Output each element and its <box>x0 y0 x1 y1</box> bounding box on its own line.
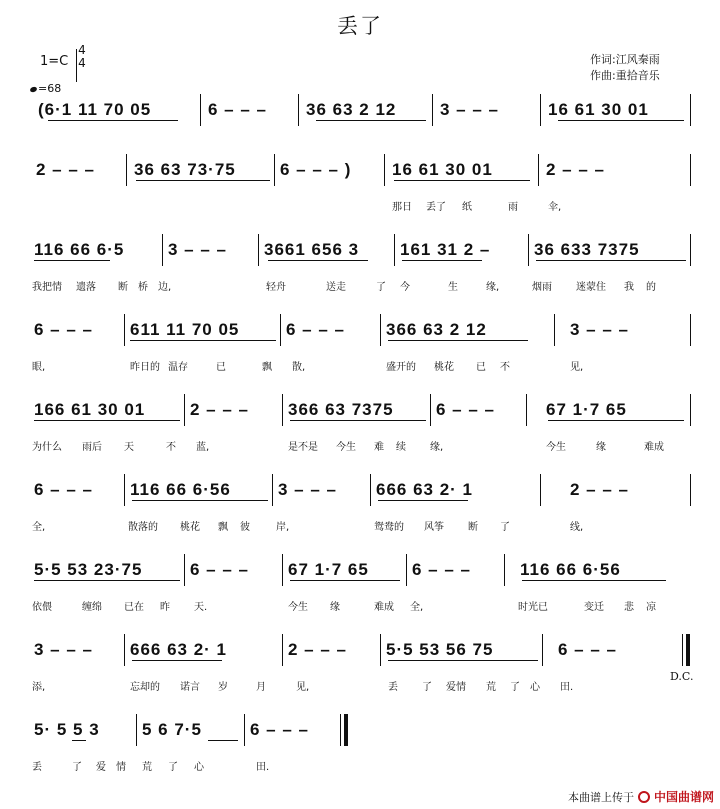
final-barline <box>340 714 341 746</box>
lyric: 生 <box>448 282 458 293</box>
lyric: 见, <box>296 682 310 693</box>
lyric: 已在 <box>124 602 144 613</box>
measure: 6 – – – <box>34 480 93 499</box>
measure: 2 – – – <box>190 400 249 419</box>
barline <box>124 474 125 506</box>
credits <box>590 52 660 84</box>
barline <box>272 474 273 506</box>
measure: 2 – – – <box>288 640 347 659</box>
lyric: 线, <box>570 522 584 533</box>
lyric: 了 <box>72 762 82 773</box>
beam-underline <box>548 420 684 421</box>
score-row-4 <box>30 310 695 350</box>
lyric: 忘却的 <box>130 682 160 693</box>
beam-underline <box>208 740 238 741</box>
lyric: 的 <box>646 282 656 293</box>
lyric: 遗落 <box>76 282 96 293</box>
lyric: 荒 <box>142 762 152 773</box>
lyric: 为什么 <box>32 442 62 453</box>
measure: 366 63 7375 <box>288 400 394 419</box>
barline <box>298 94 299 126</box>
measure: 161 31 2 – <box>400 240 491 259</box>
lyric: 已 <box>216 362 226 373</box>
measure: 67 1·7 65 <box>288 560 369 579</box>
measure: 666 63 2· 1 <box>376 480 474 499</box>
barline <box>282 634 283 666</box>
lyric: 丢 <box>388 682 398 693</box>
lyric: 天. <box>194 602 208 613</box>
barline <box>394 234 395 266</box>
beam-underline <box>34 580 180 581</box>
beam-underline <box>290 580 400 581</box>
lyric: 今生 <box>546 442 566 453</box>
lyric: 诺言 <box>180 682 200 693</box>
lyric: 心 <box>530 682 540 693</box>
barline <box>280 314 281 346</box>
lyrics-row-7 <box>30 598 695 614</box>
lyric: 烟雨 <box>532 282 552 293</box>
beam-underline <box>402 260 482 261</box>
lyrics-row-2 <box>30 198 695 214</box>
measure: 2 – – – <box>546 160 605 179</box>
measure: 5·5 53 56 75 <box>386 640 494 659</box>
lyric: 情 <box>116 762 126 773</box>
lyric: 不 <box>166 442 176 453</box>
barline <box>542 634 543 666</box>
lyrics-row-4 <box>30 358 695 374</box>
barline <box>690 154 691 186</box>
lyric: 桃花 <box>180 522 200 533</box>
barline <box>184 394 185 426</box>
barline <box>162 234 163 266</box>
measure: 3 – – – <box>168 240 227 259</box>
footer <box>568 788 714 805</box>
barline <box>282 554 283 586</box>
lyric: 今生 <box>336 442 356 453</box>
lyrics-row-8 <box>30 678 695 694</box>
measure: 366 63 2 12 <box>386 320 487 339</box>
barline <box>126 154 127 186</box>
score-row-5 <box>30 390 695 430</box>
barline <box>200 94 201 126</box>
measure: (6·1 11 70 05 <box>38 100 152 119</box>
lyric: 缘 <box>596 442 606 453</box>
lyric: 桥 <box>138 282 148 293</box>
lyrics-row-3 <box>30 278 695 294</box>
score-row-2 <box>30 150 695 190</box>
barline <box>370 474 371 506</box>
measure: 116 66 6·56 <box>130 480 231 499</box>
barline <box>690 234 691 266</box>
lyric: 了 <box>376 282 386 293</box>
beam-underline <box>378 500 468 501</box>
measure: 36 63 2 12 <box>306 100 397 119</box>
lyric: 散落的 <box>128 522 158 533</box>
lyric: 已 <box>476 362 486 373</box>
lyric: 爱 <box>96 762 106 773</box>
measure: 3661 656 3 <box>264 240 360 259</box>
lyric: 见, <box>570 362 584 373</box>
lyric: 那日 <box>392 202 412 213</box>
lyric: 岁 <box>218 682 228 693</box>
lyric: 荒 <box>486 682 496 693</box>
lyric: 飘 <box>262 362 272 373</box>
lyric: 边, <box>158 282 172 293</box>
beam-underline <box>132 500 268 501</box>
barline <box>124 314 125 346</box>
lyric: 雨后 <box>82 442 102 453</box>
meter-top: 4 <box>78 43 86 57</box>
measure: 6 – – – <box>208 100 267 119</box>
barline <box>690 394 691 426</box>
beam-underline <box>290 420 426 421</box>
barline <box>528 234 529 266</box>
barline <box>504 554 505 586</box>
lyric: 缘, <box>430 442 444 453</box>
measure: 3 – – – <box>34 640 93 659</box>
barline <box>258 234 259 266</box>
lyric: 不 <box>500 362 510 373</box>
lyric: 凉 <box>646 602 656 613</box>
lyric: 彼 <box>240 522 250 533</box>
lyric: 鸳鸯的 <box>374 522 404 533</box>
lyric: 缠绵 <box>82 602 102 613</box>
measure: 3 – – – <box>440 100 499 119</box>
lyric: 盛开的 <box>386 362 416 373</box>
time-signature <box>76 44 88 70</box>
lyric: 迷蒙住 <box>576 282 606 293</box>
beam-underline <box>34 260 110 261</box>
measure: 611 11 70 05 <box>130 320 240 339</box>
beam-underline <box>388 340 528 341</box>
barline <box>380 314 381 346</box>
barline <box>136 714 137 746</box>
barline <box>184 554 185 586</box>
measure: 36 63 73·75 <box>134 160 236 179</box>
measure: 3 – – – <box>570 320 629 339</box>
beam-underline <box>132 660 222 661</box>
lyric: 昨日的 <box>130 362 160 373</box>
measure: 16 61 30 01 <box>548 100 649 119</box>
lyric: 难成 <box>644 442 664 453</box>
lyric: 是不是 <box>288 442 318 453</box>
lyric: 了 <box>168 762 178 773</box>
score-row-7 <box>30 550 695 590</box>
beam-underline <box>522 580 666 581</box>
beam-underline <box>388 660 538 661</box>
lyric: 昨 <box>160 602 170 613</box>
beam-underline <box>48 120 178 121</box>
barline <box>406 554 407 586</box>
lyric: 爱情 <box>446 682 466 693</box>
meter-divider <box>76 49 77 82</box>
lyric: 温存 <box>168 362 188 373</box>
lyricist: 作词:江风秦雨 <box>590 53 660 66</box>
barline <box>540 94 541 126</box>
lyric: 岸, <box>276 522 290 533</box>
lyric: 蓝, <box>196 442 210 453</box>
measure: 5 6 7·5 <box>142 720 202 739</box>
measure: 6 – – – <box>34 320 93 339</box>
lyric: 纸 <box>462 202 472 213</box>
lyrics-row-9 <box>30 758 695 774</box>
lyric: 变迁 <box>584 602 604 613</box>
barline <box>244 714 245 746</box>
lyric: 依偎 <box>32 602 52 613</box>
barline <box>690 94 691 126</box>
measure: 36 633 7375 <box>534 240 640 259</box>
lyric: 了 <box>510 682 520 693</box>
measure: 6 – – – <box>190 560 249 579</box>
tempo-value: =68 <box>38 82 62 95</box>
beam-underline <box>394 180 530 181</box>
barline <box>124 634 125 666</box>
lyric: 难 <box>374 442 384 453</box>
barline <box>554 314 555 346</box>
lyric: 全, <box>410 602 424 613</box>
measure: 6 – – – <box>558 640 617 659</box>
key-signature: 1=C <box>40 54 69 69</box>
beam-underline <box>268 260 368 261</box>
measure: 166 61 30 01 <box>34 400 146 419</box>
beam-underline <box>558 120 684 121</box>
lyric: 今生 <box>288 602 308 613</box>
lyric: 续 <box>396 442 406 453</box>
final-barline <box>682 634 683 666</box>
lyric: 了 <box>422 682 432 693</box>
measure: 6 – – – <box>436 400 495 419</box>
lyric: 添, <box>32 682 46 693</box>
measure: 5· 5 5 3 <box>34 720 100 739</box>
lyric: 我 <box>624 282 634 293</box>
beam-underline <box>136 180 270 181</box>
beam-underline <box>34 420 180 421</box>
barline <box>690 314 691 346</box>
barline <box>540 474 541 506</box>
lyric: 缘, <box>486 282 500 293</box>
beam-underline <box>536 260 686 261</box>
lyric: 雨 <box>508 202 518 213</box>
lyric: 难成 <box>374 602 394 613</box>
meter-bottom: 4 <box>78 56 86 70</box>
measure: 2 – – – <box>36 160 95 179</box>
lyric: 断 <box>118 282 128 293</box>
lyric: 眼, <box>32 362 46 373</box>
lyric: 天 <box>124 442 134 453</box>
beam-underline <box>316 120 426 121</box>
lyric: 桃花 <box>434 362 454 373</box>
site-logo[interactable]: 中国曲谱网 <box>653 790 714 804</box>
lyrics-row-6 <box>30 518 695 534</box>
score-row-3 <box>30 230 695 270</box>
song-title: 丢了 <box>337 14 383 38</box>
barline <box>526 394 527 426</box>
lyric: 我把情 <box>32 282 62 293</box>
lyric: 全, <box>32 522 46 533</box>
lyrics-row-5 <box>30 438 695 454</box>
lyric: 了 <box>500 522 510 533</box>
barline <box>430 394 431 426</box>
score-row-9 <box>30 710 695 750</box>
barline <box>282 394 283 426</box>
lyric: 伞, <box>548 202 562 213</box>
da-capo-marking: D.C. <box>670 670 694 683</box>
score-row-8 <box>30 630 695 670</box>
barline <box>384 154 385 186</box>
measure: 6 – – – <box>286 320 345 339</box>
measure: 6 – – – ) <box>280 160 352 179</box>
measure: 6 – – – <box>412 560 471 579</box>
measure: 6 – – – <box>250 720 309 739</box>
measure: 67 1·7 65 <box>546 400 627 419</box>
lyric: 丢了 <box>426 202 446 213</box>
lyric: 今 <box>400 282 410 293</box>
measure: 116 66 6·5 <box>34 240 125 259</box>
measure: 5·5 53 23·75 <box>34 560 143 579</box>
barline <box>432 94 433 126</box>
lyric: 缘 <box>330 602 340 613</box>
lyric: 飘 <box>218 522 228 533</box>
measure: 2 – – – <box>570 480 629 499</box>
lyric: 断 <box>468 522 478 533</box>
lyric: 悲 <box>624 602 634 613</box>
beam-underline <box>130 340 276 341</box>
lyric: 月 <box>256 682 266 693</box>
score-row-1 <box>30 90 695 130</box>
lyric: 轻舟 <box>266 282 286 293</box>
lyric: 送走 <box>326 282 346 293</box>
lyric: 风筝 <box>424 522 444 533</box>
measure: 3 – – – <box>278 480 337 499</box>
measure: 666 63 2· 1 <box>130 640 228 659</box>
lyric: 心 <box>194 762 204 773</box>
site-logo-icon <box>638 791 650 803</box>
composer: 作曲:重拾音乐 <box>590 69 660 82</box>
measure: 16 61 30 01 <box>392 160 493 179</box>
score-row-6 <box>30 470 695 510</box>
measure: 116 66 6·56 <box>520 560 621 579</box>
lyric: 时光已 <box>518 602 548 613</box>
barline <box>274 154 275 186</box>
footer-text: 本曲谱上传于 <box>567 790 634 804</box>
barline <box>538 154 539 186</box>
barline <box>690 474 691 506</box>
lyric: 田. <box>256 762 270 773</box>
beam-underline <box>72 740 86 741</box>
lyric: 散, <box>292 362 306 373</box>
lyric: 田. <box>560 682 574 693</box>
barline <box>380 634 381 666</box>
lyric: 丢 <box>32 762 42 773</box>
